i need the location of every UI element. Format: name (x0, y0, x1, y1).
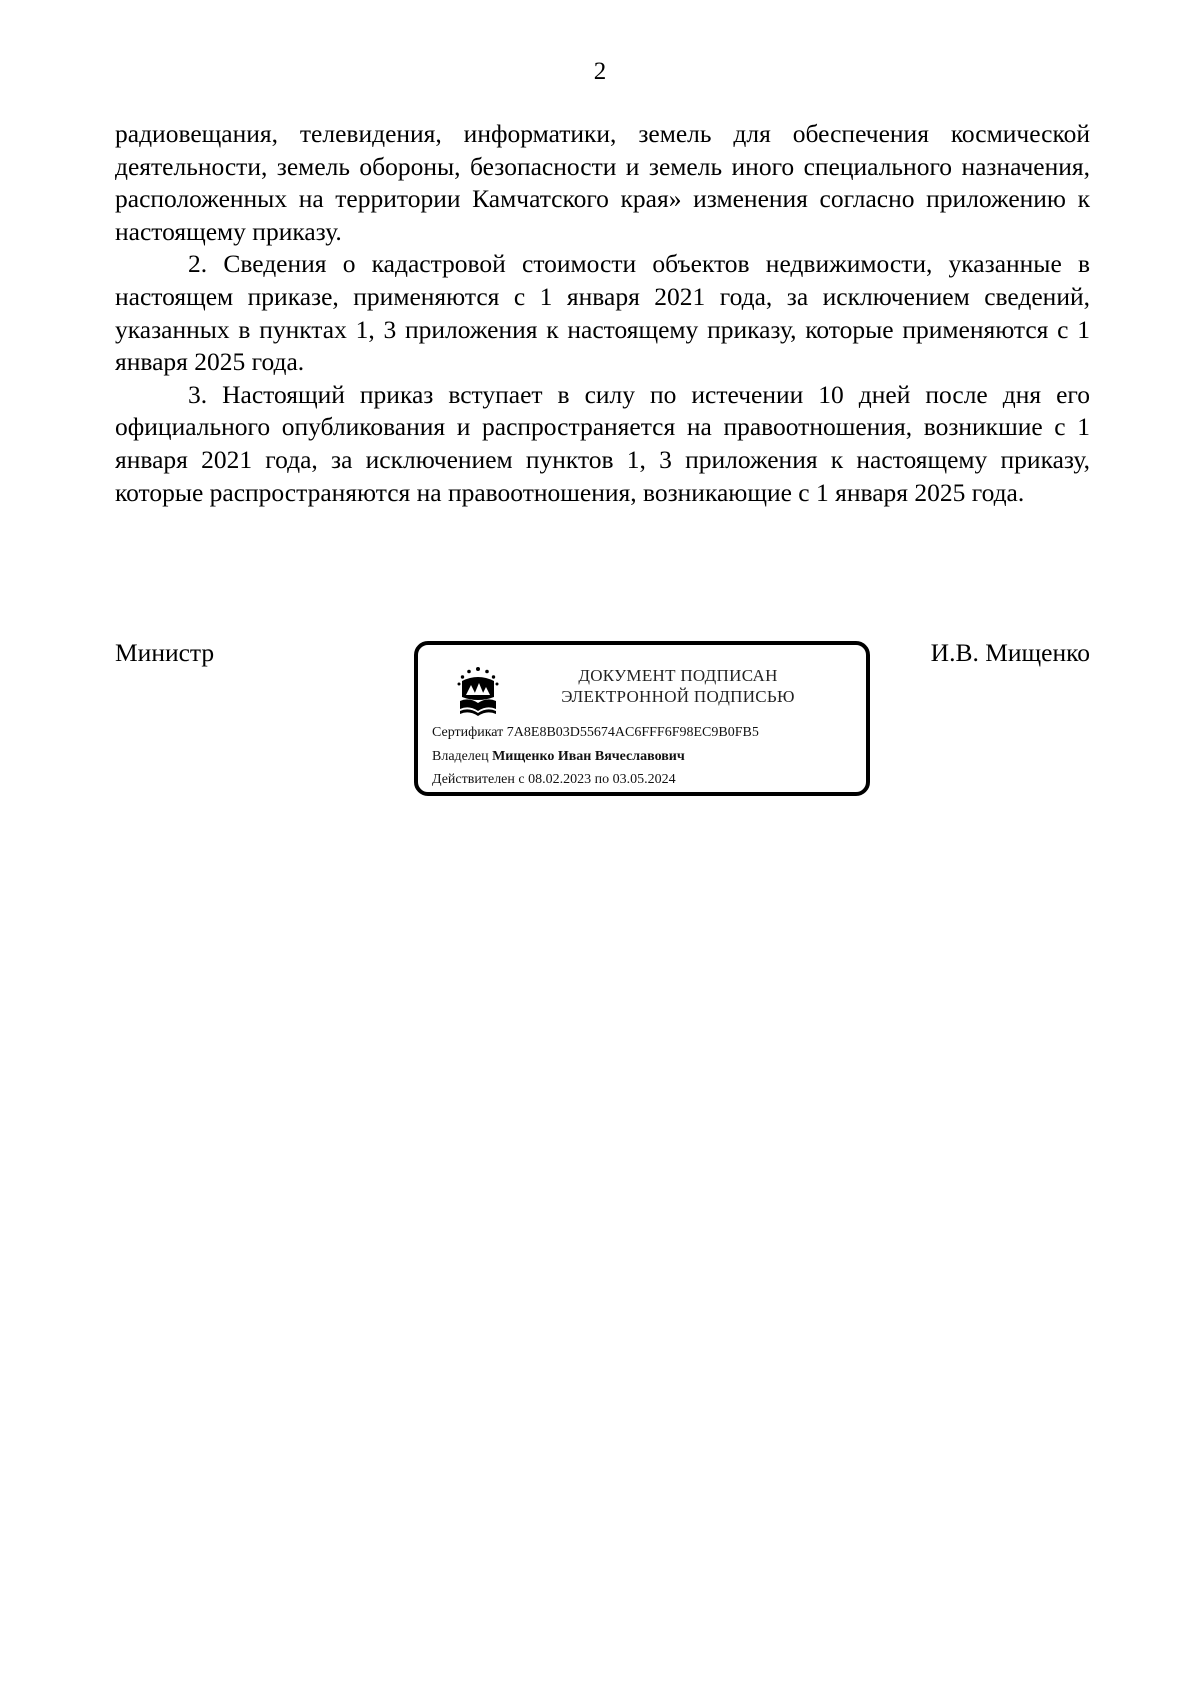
valid-from: 08.02.2023 (528, 772, 592, 787)
paragraph-3: 3. Настоящий приказ вступает в силу по истечении 10 дней после дня его официального опубликования и распространяется на правоотношения, возникшие с 1 января 2021 года, за исключением пунктов 1, 3 приложения к настоящему приказу, которые распространяются на правоотношения, возникающие с 1 января 2025 года. (115, 379, 1090, 507)
valid-to-label: по (594, 772, 610, 787)
paragraph-continuation: радиовещания, телевидения, информатики, земель для обеспечения космической деятельности, земель обороны, безопасности и земель иного специального назначения, расположенных на территории Камчатского края» изменения согласно приложению к настоящему приказу. (115, 119, 1090, 246)
stamp-validity (432, 772, 676, 788)
valid-to: 03.05.2024 (612, 772, 676, 787)
kamchatka-coat-of-arms-icon (454, 663, 502, 719)
stamp-certificate (432, 725, 759, 741)
stamp-owner (432, 749, 685, 765)
valid-label: Действителен (432, 772, 515, 787)
paragraph-2: 2. Сведения о кадастровой стоимости объектов недвижимости, указанные в настоящем приказе, применяются с 1 января 2021 года, за исключением сведений, указанных в пунктах 1, 3 приложения к настоящему приказу, которые применяются с 1 января 2025 года. (115, 249, 1090, 377)
signer-position: Министр (115, 638, 215, 667)
electronic-signature-stamp (414, 641, 870, 796)
stamp-title (518, 665, 838, 707)
valid-from-label: с (518, 772, 525, 787)
owner-label: Владелец (432, 749, 489, 764)
certificate-value: 7A8E8B03D55674AC6FFF6F98EC9B0FB5 (506, 725, 759, 740)
owner-value: Мищенко Иван Вячеславович (492, 749, 685, 764)
stamp-title-line2: ЭЛЕКТРОННОЙ ПОДПИСЬЮ (561, 687, 795, 706)
certificate-label: Сертификат (432, 725, 504, 740)
page-number: 2 (593, 58, 607, 85)
document-body (115, 118, 1090, 509)
signer-name: И.В. Мищенко (930, 638, 1090, 667)
stamp-title-line1: ДОКУМЕНТ ПОДПИСАН (578, 666, 778, 685)
